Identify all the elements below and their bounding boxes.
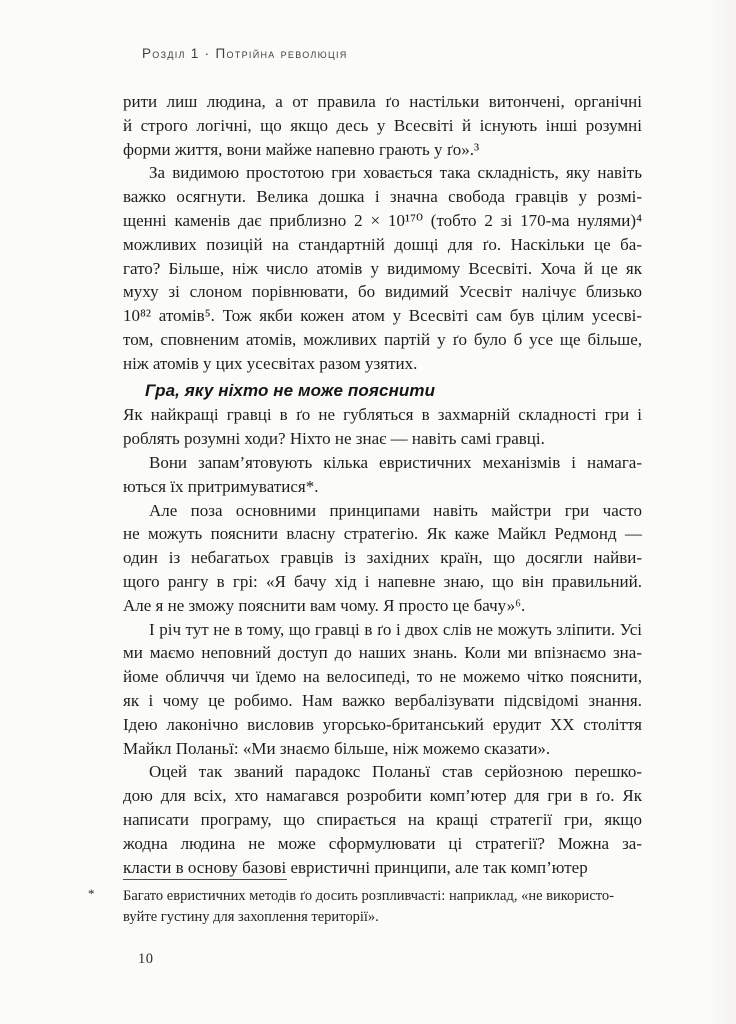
text-line: ніж атомів у цих усесвітах разом узятих.: [123, 353, 418, 373]
footnote-line: вуйте густину для захоплення території».: [123, 909, 379, 925]
text-line: Але я не зможу пояснити вам чому. Я просто це бачу»⁶.: [123, 595, 526, 615]
text-line: Як найкращі гравці в ґо не губляться в захмарній складності гри і: [123, 405, 642, 425]
text-line: щого рангу в грі: «Я бачу хід і напевне знаю, що він правильний.: [123, 571, 642, 591]
footnote-divider: [123, 879, 287, 880]
text-line: Вони запам’ятовують кілька евристичних механізмів і намага-: [149, 452, 642, 472]
text-line: й строго логічні, що якщо десь у Всесвіті й існують інші розумні: [123, 115, 642, 135]
text-line: І річ тут не в тому, що гравці в ґо і двох слів не можуть зліпити. Усі: [149, 619, 642, 639]
text-line: Ідею лаконічно висловив угорсько-британський ерудит ХХ століття: [123, 714, 642, 734]
footnote-marker: *: [88, 886, 95, 901]
body-text: [123, 90, 642, 879]
text-line: том, сповненим атомів, можливих партій у ґо було б усе ще більше,: [123, 329, 642, 349]
text-line: Майкл Поланьї: «Ми знаємо більше, ніж можемо сказати».: [123, 738, 551, 758]
section-heading: Гра, яку ніхто не може пояснити: [145, 380, 436, 400]
text-line: дою для всіх, хто намагався розробити комп’ютер для гри в ґо. Як: [123, 786, 642, 806]
text-line: важко осягнути. Велика дошка і значна свобода гравців у розмі-: [123, 187, 642, 207]
text-line: гато? Більше, ніж число атомів у видимому Всесвіті. Хоча й це як: [123, 258, 642, 278]
text-line: як і чому це робимо. Нам важко вербалізувати підсвідомі знання.: [123, 690, 642, 710]
text-line: Але поза основними принципами навіть майстри гри часто: [149, 500, 642, 520]
text-line: йоме обличчя чи їдемо на велосипеді, то не можемо чітко пояснити,: [123, 667, 642, 687]
text-line: один із небагатьох гравців із західних країн, що досягли найви-: [123, 548, 642, 568]
footnote-text: [123, 886, 642, 928]
text-line: щенні каменів дає приблизно 2 × 10¹⁷⁰ (тобто 2 зі 170-ма нулями)⁴: [123, 210, 642, 230]
text-line: роблять розумні ходи? Ніхто не знає — навіть самі гравці.: [123, 429, 545, 449]
text-line: 10⁸² атомів⁵. Тож якби кожен атом у Всесвіті сам був цілим усесві-: [123, 306, 642, 326]
chapter-header: Розділ 1 · Потрійна революція: [142, 46, 348, 61]
text-line: класти в основу базові евристичні принципи, але так комп’ютер: [123, 857, 588, 877]
text-line: Оцей так званий парадокс Поланьї став серйозною перешко-: [149, 762, 642, 782]
text-line: рити лиш людина, а от правила ґо настільки витончені, органічні: [123, 92, 642, 111]
text-line: муху зі слоном порівнювати, бо видимий Усесвіт налічує близько: [123, 282, 642, 302]
text-line: жодна людина не може сформулювати ці стратегії? Можна за-: [123, 833, 642, 853]
text-line: не можуть пояснити власну стратегію. Як каже Майкл Редмонд —: [123, 524, 642, 544]
text-line: написати програму, що спирається на кращі стратегії гри, якщо: [123, 809, 642, 829]
text-line: За видимою простотою гри ховається така складність, яку навіть: [149, 163, 642, 183]
text-line: ми маємо неповний доступ до наших знань. Коли ми впізнаємо зна-: [123, 643, 642, 663]
text-line: ються їх притримуватися*.: [123, 476, 319, 496]
text-line: форми життя, вони майже напевно грають у ґо».³: [123, 139, 480, 159]
text-line: можливих позицій на стандартній дошці для ґо. Наскільки це ба-: [123, 234, 642, 254]
page-number: 10: [138, 951, 154, 967]
footnote-line: Багато евристичних методів ґо досить розпливчасті: наприклад, «не використо-: [123, 888, 614, 904]
